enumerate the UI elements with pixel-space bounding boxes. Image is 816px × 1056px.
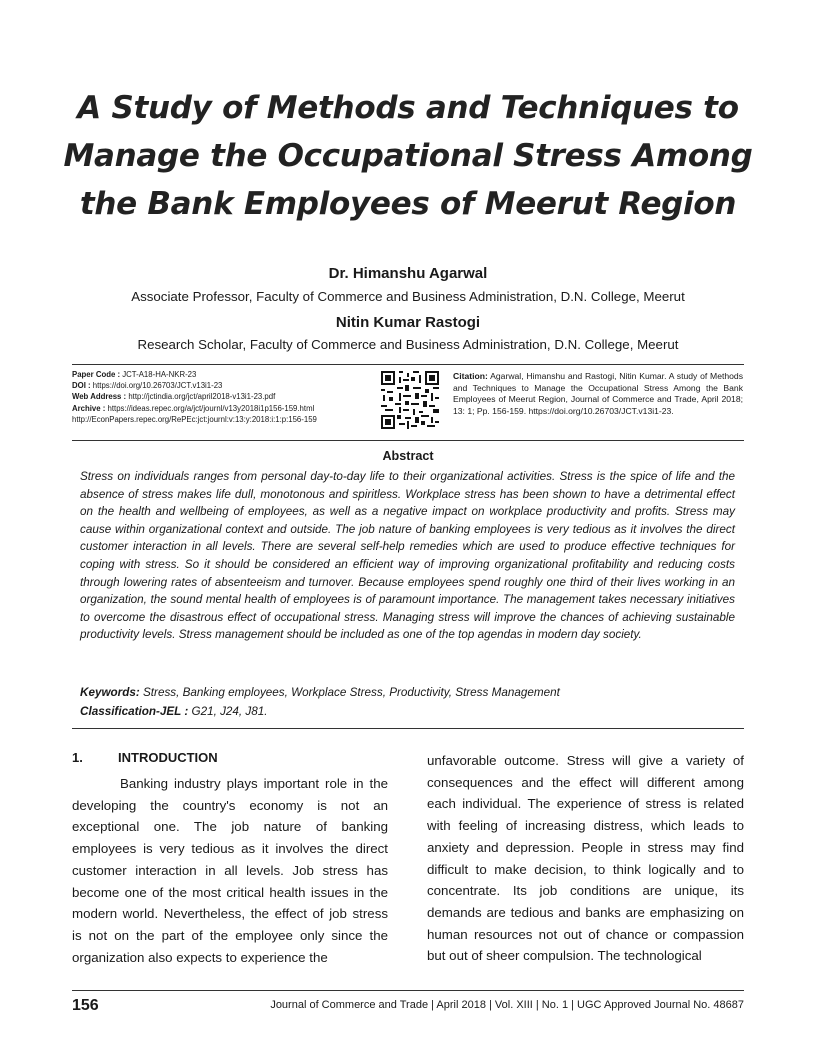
jel-line	[80, 705, 268, 718]
section-heading	[72, 750, 218, 765]
web-address-label: Web Address :	[72, 392, 127, 402]
qr-code-icon	[381, 371, 439, 429]
section-title: INTRODUCTION	[118, 750, 218, 765]
jel-codes: G21, J24, J81.	[191, 705, 268, 718]
author-name-2: Nitin Kumar Rastogi	[335, 314, 481, 331]
title-line-3: the Bank Employees of Meerut Region	[79, 186, 737, 222]
citation-block	[453, 371, 743, 417]
paper-code-label: Paper Code :	[72, 370, 121, 379]
footer-divider	[72, 990, 744, 991]
web-address-link[interactable]: http://jctindia.org/jct/april2018-v13i1-23.pdf	[128, 392, 276, 402]
web-address-line	[72, 391, 372, 402]
citation-text: Agarwal, Himanshu and Rastogi, Nitin Kumar. A study of Methods and Techniques to Manage the Occupational Stress Among the Bank Employees of Meerut Region, Journal of Commerce and Trade, April 2018; 13: 1; Pp. 156-159. https://doi.org/10.26703/JCT.v13i1-23.	[453, 371, 744, 416]
doi-label: DOI :	[72, 381, 91, 391]
abstract-heading: Abstract	[382, 449, 434, 463]
divider-bottom	[72, 728, 744, 729]
body-column-left: Banking industry plays important role in the developing the country's economy is not an exceptional one. The job nature of banking employees is very tedious as it involves the direct customer interaction in all levels. Job stress has become one of the most critical health issues in the modern world. Nevertheless, the effect of job stress is not on the part of the employee only since the organization also expects to experience the	[72, 776, 388, 965]
author-name-1: Dr. Himanshu Agarwal	[328, 265, 488, 282]
author-affiliation-2: Research Scholar, Faculty of Commerce and Business Administration, D.N. College, Meerut	[137, 337, 679, 352]
body-column-right: unfavorable outcome. Stress will give a variety of consequences and the effect will different among each individual. The experience of stress is related with feeling of increasing distress, which leads to anxiety and depression. People in stress may find difficult to make decision, to think logically and to concentrate. Its job conditions are unique, its demands are tedious and banks are emphasizing on human resources not out of chance or compassion but out of sheer compulsion. The technological	[427, 753, 744, 964]
abstract-text: Stress on individuals ranges from personal day-to-day life to their organizational activities. Stress is the spice of life and the absence of stress makes life dull, monotonous and spiritless. Workplace stress has been shown to have a detrimental effect on the health and wellbeing of employees, as well as a negative impact on workplace productivity and profits. Stress may cause within organizational context and outside. The job nature of banking employees is very tedious as it involves the direct customer interaction in all levels. There are several self-help remedies which are used to produce effective techniques for coping with stress. So it should be considered an efficient way of improving organizational profitability and reducing costs through lowering rates of absenteeism and turnover. Because employees spend roughly one third of their lives working in an organization, the sound mental health of employees is of paramount importance. The management takes necessary initiatives to overcome the disastrous effect of occupational stress. Managing stress will improve the chances of achieving sustainable productivity levels. Stress management should be included as one of the top agendas in modern day society.	[80, 470, 735, 642]
paper-title	[60, 84, 756, 228]
econpapers-link[interactable]: http://EconPapers.repec.org/RePEc:jct:journl:v:13:y:2018:i:1:p:156-159	[72, 414, 317, 424]
jel-label: Classification-JEL :	[80, 705, 189, 718]
title-line-2: Manage the Occupational Stress Among	[63, 138, 753, 174]
author-affiliation-1: Associate Professor, Faculty of Commerce and Business Administration, D.N. College, Meerut	[131, 289, 685, 304]
keywords-text: Stress, Banking employees, Workplace Stress, Productivity, Stress Management	[143, 686, 560, 699]
paper-code: JCT-A18-HA-NKR-23	[122, 370, 197, 379]
archive-label: Archive :	[72, 403, 106, 413]
paper-code-line	[72, 369, 372, 380]
journal-footer: Journal of Commerce and Trade | April 2018 | Vol. XIII | No. 1 | UGC Approved Journal No. 48687	[270, 999, 744, 1011]
keywords-line	[80, 686, 560, 699]
keywords-label: Keywords:	[80, 686, 140, 699]
citation-label: Citation:	[453, 371, 488, 381]
doi-line	[72, 380, 372, 391]
doi-link[interactable]: https://doi.org/10.26703/JCT.v13i1-23	[92, 381, 223, 391]
archive-line	[72, 403, 372, 414]
divider-middle	[72, 440, 744, 441]
section-number: 1.	[72, 750, 83, 765]
paper-metadata	[72, 369, 372, 425]
divider-top	[72, 364, 744, 365]
title-line-1: A Study of Methods and Techniques to	[77, 90, 739, 126]
page-number: 156	[72, 997, 99, 1014]
archive-link[interactable]: https://ideas.repec.org/a/jct/journl/v13y2018i1p156-159.html	[107, 403, 315, 413]
